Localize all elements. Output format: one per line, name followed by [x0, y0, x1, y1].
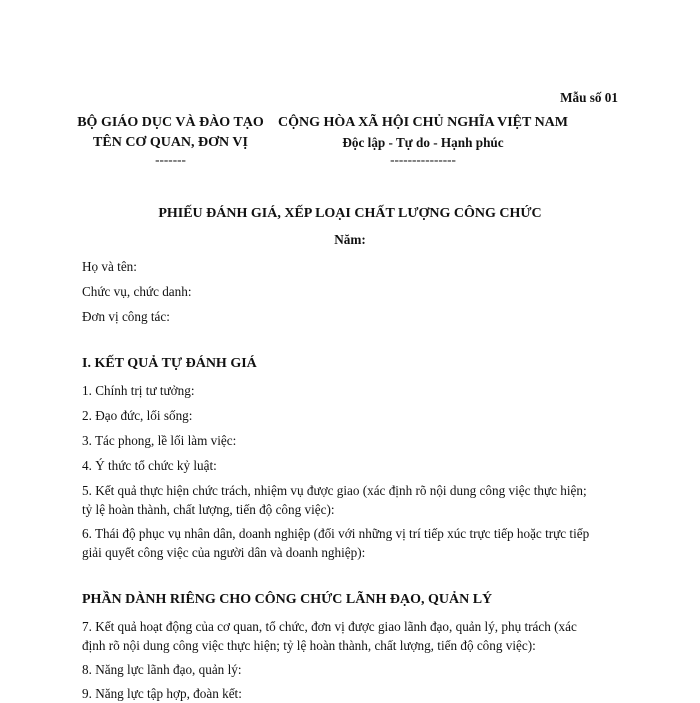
form-title: PHIẾU ĐÁNH GIÁ, XẾP LOẠI CHẤT LƯỢNG CÔNG CHỨC: [158, 206, 542, 221]
motto: Độc lập - Tự do - Hạnh phúc: [342, 135, 504, 150]
item-5-line-2: tỷ lệ hoàn thành, chất lượng, tiến độ công việc):: [82, 502, 335, 517]
item-6-line-1: 6. Thái độ phục vụ nhân dân, doanh nghiệp (đối với những vị trí tiếp xúc trực tiếp hoặc trực tiếp: [82, 526, 590, 541]
header-left-rule: -------: [155, 152, 186, 167]
item-8: 8. Năng lực lãnh đạo, quản lý:: [82, 662, 242, 677]
item-7-line-1: 7. Kết quả hoạt động của cơ quan, tổ chức, đơn vị được giao lãnh đạo, quản lý, phụ trách (xác: [82, 619, 577, 634]
leader-section-heading: PHẦN DÀNH RIÊNG CHO CÔNG CHỨC LÃNH ĐẠO, QUẢN LÝ: [82, 592, 493, 607]
item-4: 4. Ý thức tổ chức kỷ luật:: [82, 458, 217, 473]
ministry-name: BỘ GIÁO DỤC VÀ ĐÀO TẠO: [77, 115, 264, 130]
item-7: [82, 617, 577, 655]
country-name: CỘNG HÒA XÃ HỘI CHỦ NGHĨA VIỆT NAM: [277, 115, 568, 130]
item-1: 1. Chính trị tư tưởng:: [82, 383, 195, 398]
item-2: 2. Đạo đức, lối sống:: [82, 408, 193, 423]
form-number: Mẫu số 01: [560, 90, 618, 105]
item-5-line-1: 5. Kết quả thực hiện chức trách, nhiệm vụ được giao (xác định rõ nội dung công việc thực hiện;: [82, 483, 587, 498]
header-right: [270, 115, 576, 167]
item-6-line-2: giải quyết công việc của người dân và doanh nghiệp):: [82, 545, 366, 560]
name-field: Họ và tên:: [82, 259, 137, 274]
header-left: [68, 115, 273, 167]
item-6: [82, 524, 589, 562]
item-9: 9. Năng lực tập hợp, đoàn kết:: [82, 686, 242, 701]
section1-heading: I. KẾT QUẢ TỰ ĐÁNH GIÁ: [82, 356, 257, 371]
agency-name: TÊN CƠ QUAN, ĐƠN VỊ: [93, 135, 248, 150]
item-7-line-2: định rõ nội dung công việc thực hiện; tỷ lệ hoàn thành, chất lượng, tiến độ công việc):: [82, 638, 536, 653]
item-3: 3. Tác phong, lề lối làm việc:: [82, 433, 237, 448]
unit-field: Đơn vị công tác:: [82, 309, 170, 324]
position-field: Chức vụ, chức danh:: [82, 284, 192, 299]
header-right-rule: ---------------: [390, 152, 456, 167]
year-label: Năm:: [334, 232, 366, 247]
item-5: [82, 481, 587, 519]
